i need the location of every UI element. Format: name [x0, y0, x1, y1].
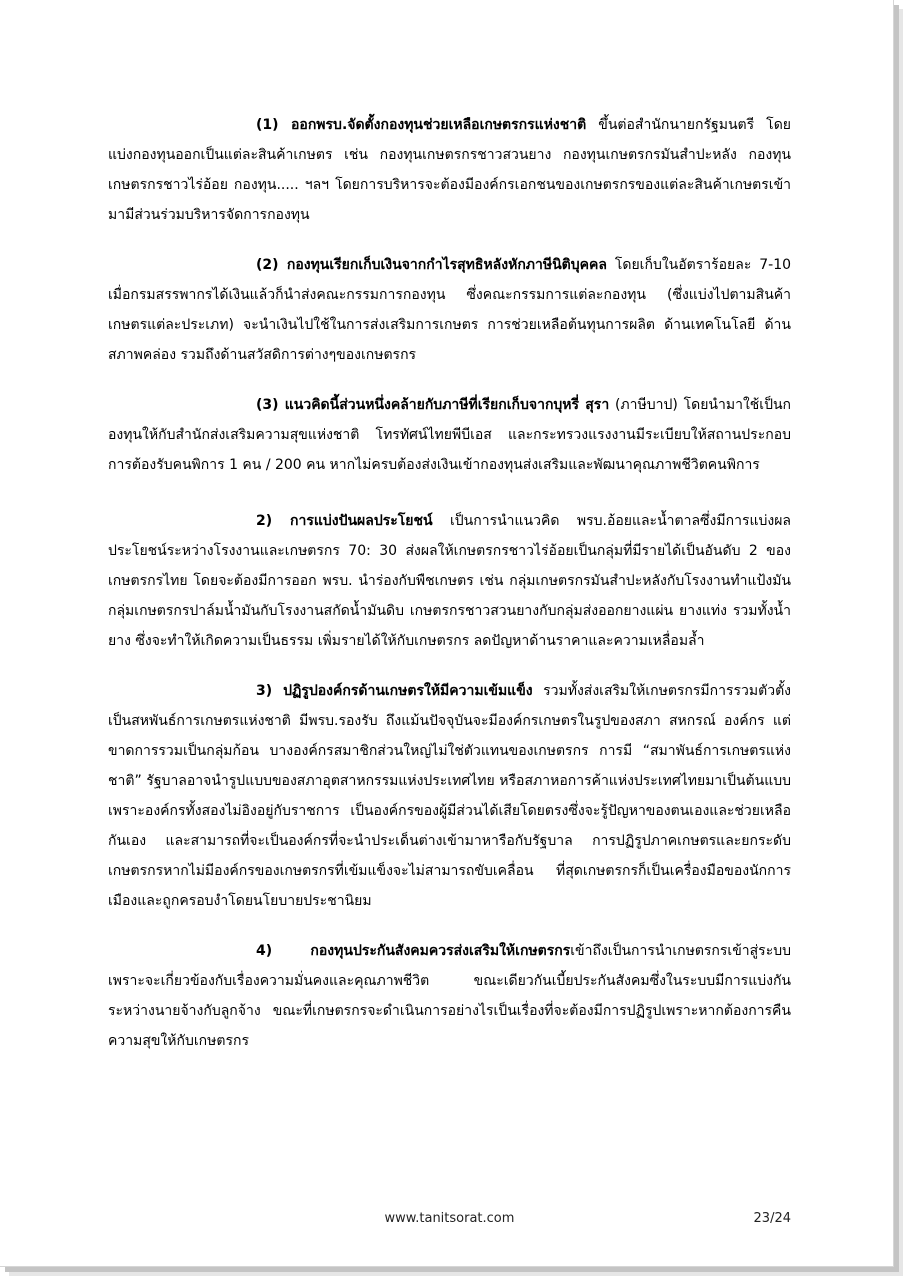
page-body — [108, 110, 791, 1076]
paragraph-text: (ภาษีบาป) โดยนำมาใช้เป็นกองทุนให้กับสำนักส่งเสริมความสุขแห่งชาติ โทรทัศน์ไทยพีบีเอส และกระทรวงแรงงานมีระเบียบให้สถานประกอบการต้องรับคนพิการ 1 คน / 200 คน หากไม่ครบต้องส่งเงินเข้ากองทุนส่งเสริมและพัฒนาคุณภาพชีวิตคนพิการ — [108, 397, 791, 473]
paragraph-heading: (2) กองทุนเรียกเก็บเงินจากกำไรสุทธิหลังหักภาษีนิติบุคคล — [256, 257, 607, 273]
paragraph-heading: 2) การแบ่งปันผลประโยชน์ — [256, 513, 433, 529]
paragraph-heading: (1) ออกพรบ.จัดตั้งกองทุนช่วยเหลือเกษตรกรแห่งชาติ — [256, 117, 587, 133]
paragraph-4 — [108, 506, 791, 656]
paragraph-text: เป็นการนำแนวคิด พรบ.อ้อยและน้ำตาลซึ่งมีการแบ่งผลประโยชน์ระหว่างโรงงานและเกษตรกร 70: 30 ส่งผลให้เกษตรกรชาวไร่อ้อยเป็นกลุ่มที่มีรายได้เป็นอันดับ 2 ของเกษตรกรไทย โดยจะต้องมีการออก พรบ. นำร่องกับพืชเกษตร เช่น กลุ่มเกษตรกรมันสำปะหลังกับโรงงานทำแป้งมัน กลุ่มเกษตรกรปาล์มน้ำมันกับโรงงานสกัดน้ำมันดิบ เกษตรกรชาวสวนยางกับกลุ่มส่งออกยางแผ่น ยางแท่ง รวมทั้งน้ำยาง ซึ่งจะทำให้เกิดความเป็นธรรม เพิ่มรายได้ให้กับเกษตรกร ลดปัญหาด้านราคาและความเหลื่อมล้ำ — [108, 513, 791, 649]
footer-website: www.tanitsorat.com — [384, 1211, 515, 1226]
paragraph-heading: (3) แนวคิดนี้ส่วนหนึ่งคล้ายกับภาษีที่เรียกเก็บจากบุหรี่ สุรา — [256, 397, 610, 413]
paragraph-text: โดยเก็บในอัตราร้อยละ 7-10 เมื่อกรมสรรพากรได้เงินแล้วก็นำส่งคณะกรรมการกองทุน ซึ่งคณะกรรมการแต่ละกองทุน (ซึ่งแบ่งไปตามสินค้าเกษตรแต่ละประเภท) จะนำเงินไปใช้ในการส่งเสริมการเกษตร การช่วยเหลือต้นทุนการผลิต ด้านเทคโนโลยี ด้านสภาพคล่อง รวมถึงด้านสวัสดิการต่างๆของเกษตรกร — [108, 257, 792, 363]
page-footer — [108, 1207, 791, 1231]
page-number: 23/24 — [753, 1211, 791, 1226]
paragraph-text: เข้าถึงเป็นการนำเกษตรกรเข้าสู่ระบบ เพราะจะเกี่ยวข้องกับเรื่องความมั่นคงและคุณภาพชีวิต ขณะเดียวกันเบี้ยประกันสังคมซึ่งในระบบมีการแบ่งกันระหว่างนายจ้างกับลูกจ้าง ขณะที่เกษตรกรจะดำเนินการอย่างไรเป็นเรื่องที่จะต้องมีการปฏิรูปเพราะหากต้องการคืนความสุขให้กับเกษตรกร — [108, 943, 791, 1049]
paragraph-heading: 4) กองทุนประกันสังคมควรส่งเสริมให้เกษตรกร — [256, 943, 571, 959]
paragraph-2 — [108, 250, 791, 370]
paragraph-heading: 3) ปฏิรูปองค์กรด้านเกษตรให้มีความเข้มแข็ง — [256, 683, 533, 699]
paragraph-5 — [108, 676, 791, 916]
paragraph-text: รวมทั้งส่งเสริมให้เกษตรกรมีการรวมตัวตั้งเป็นสหพันธ์การเกษตรแห่งชาติ มีพรบ.รองรับ ถึงแม้นปัจจุบันจะมีองค์กรเกษตรในรูปของสภา สหกรณ์ องค์กร แต่ขาดการรวมเป็นกลุ่มก้อน บางองค์กรสมาชิกส่วนใหญ่ไม่ใช่ตัวแทนของเกษตรกร การมี “สมาพันธ์การเกษตรแห่งชาติ” รัฐบาลอาจนำรูปแบบของสภาอุตสาหกรรมแห่งประเทศไทย หรือสภาหอการค้าแห่งประเทศไทยมาเป็นต้นแบบ เพราะองค์กรทั้งสองไม่อิงอยู่กับราชการ เป็นองค์กรของผู้มีส่วนได้เสียโดยตรงซึ่งจะรู้ปัญหาของตนเองและช่วยเหลือกันเอง และสามารถที่จะเป็นองค์กรที่จะนำประเด็นต่างเข้ามาหารือกับรัฐบาล การปฏิรูปภาคเกษตรและยกระดับเกษตรกรหากไม่มีองค์กรของเกษตรกรที่เข้มแข็งจะไม่สามารถขับเคลื่อน ที่สุดเกษตรกรก็เป็นเครื่องมือของนักการเมืองและถูกครอบงำโดยนโยบายประชานิยม — [108, 683, 792, 909]
paragraph-text: ขึ้นต่อสำนักนายกรัฐมนตรี โดยแบ่งกองทุนออกเป็นแต่ละสินค้าเกษตร เช่น กองทุนเกษตรกรชาวสวนยาง กองทุนเกษตรกรมันสำปะหลัง กองทุนเกษตรกรชาวไร่อ้อย กองทุน..... ฯลฯ โดยการบริหารจะต้องมีองค์กรเอกชนของเกษตรกรของแต่ละสินค้าเกษตรเข้ามามีส่วนร่วมบริหารจัดการกองทุน — [108, 117, 792, 223]
paragraph-3 — [108, 390, 791, 480]
paragraph-1 — [108, 110, 791, 230]
paragraph-6 — [108, 936, 791, 1056]
